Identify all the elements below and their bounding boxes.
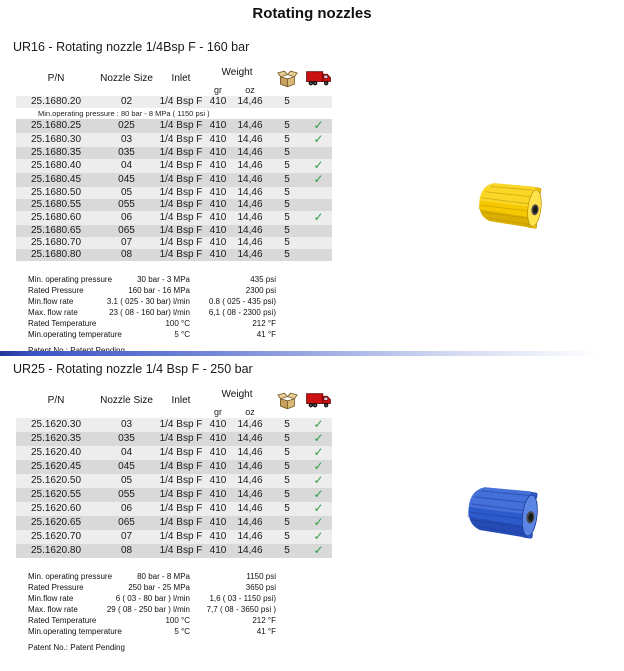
inlet-cell: 1/4 Bsp F (157, 474, 205, 488)
weight-oz-cell: 14,46 (231, 544, 269, 558)
pack-qty-cell: 5 (269, 211, 305, 225)
weight-oz-cell: 14,46 (231, 133, 269, 147)
pack-qty-cell: 5 (269, 460, 305, 474)
col-header-gr: gr (213, 406, 222, 417)
weight-oz-cell: 14,46 (231, 474, 269, 488)
pn-cell: 25.1680.25 (16, 119, 96, 133)
availability-check-cell (305, 474, 332, 488)
pack-qty-cell: 5 (269, 147, 305, 159)
nozzle-size-cell: 03 (96, 418, 157, 432)
weight-gr-cell: 410 (205, 199, 231, 211)
spec-value-metric: 6 ( 03 - 80 bar ) l/min (115, 594, 190, 603)
weight-oz-cell: 14,46 (231, 237, 269, 249)
nozzle-size-cell: 045 (96, 460, 157, 474)
inlet-cell: 1/4 Bsp F (157, 460, 205, 474)
check-icon: ✓ (313, 487, 324, 501)
availability-check-cell (305, 133, 332, 147)
weight-gr-cell: 410 (205, 446, 231, 460)
pn-cell: 25.1620.35 (16, 432, 96, 446)
nozzle-size-cell: 07 (96, 237, 157, 249)
inlet-cell: 1/4 Bsp F (157, 96, 205, 108)
nozzle-size-cell: 02 (96, 96, 157, 108)
spec-value-metric: 23 ( 08 - 160 bar) l/min (109, 308, 190, 317)
pn-cell: 25.1620.45 (16, 460, 96, 474)
weight-gr-cell: 410 (205, 225, 231, 237)
col-header-inlet: Inlet (171, 73, 191, 84)
check-icon: ✓ (313, 445, 324, 459)
pn-cell: 25.1620.40 (16, 446, 96, 460)
part-row (16, 225, 332, 237)
weight-oz-cell: 14,46 (231, 446, 269, 460)
pn-cell: 25.1620.80 (16, 544, 96, 558)
part-row (16, 187, 332, 199)
weight-oz-cell: 14,46 (231, 211, 269, 225)
col-header-oz: oz (245, 406, 255, 417)
part-row (16, 474, 332, 488)
inlet-cell: 1/4 Bsp F (157, 237, 205, 249)
pack-qty-cell: 5 (269, 237, 305, 249)
spec-label: Rated Pressure (28, 583, 84, 592)
inlet-cell: 1/4 Bsp F (157, 488, 205, 502)
part-row (16, 544, 332, 558)
inlet-cell: 1/4 Bsp F (157, 173, 205, 187)
spec-row (28, 626, 288, 637)
inlet-cell: 1/4 Bsp F (157, 159, 205, 173)
pack-qty-cell: 5 (269, 544, 305, 558)
part-row (16, 516, 332, 530)
spec-label: Min. operating pressure (28, 572, 113, 581)
spec-row (28, 307, 288, 318)
inlet-cell: 1/4 Bsp F (157, 418, 205, 432)
pack-qty-cell: 5 (269, 159, 305, 173)
spec-value-metric: 30 bar - 3 MPa (137, 275, 190, 284)
inlet-cell: 1/4 Bsp F (157, 446, 205, 460)
part-row (16, 159, 332, 173)
spec-value-imperial: 212 °F (252, 616, 276, 625)
product-section-ur16 (0, 38, 624, 355)
weight-gr-cell: 410 (205, 119, 231, 133)
spec-label: Min. operating pressure (28, 275, 113, 284)
col-header-gr: gr (213, 84, 222, 95)
col-header-pn: P/N (47, 395, 65, 406)
section-title: UR25 - Rotating nozzle 1/4 Bsp F - 250 bar (13, 362, 253, 376)
availability-check-cell (305, 249, 332, 261)
availability-check-cell (305, 119, 332, 133)
inlet-cell: 1/4 Bsp F (157, 187, 205, 199)
weight-oz-cell: 14,46 (231, 516, 269, 530)
pack-qty-cell: 5 (269, 187, 305, 199)
spec-value-metric: 5 °C (174, 627, 190, 636)
col-header-weight: Weight (221, 66, 253, 78)
package-box-icon (269, 61, 305, 96)
inlet-cell: 1/4 Bsp F (157, 119, 205, 133)
weight-oz-cell: 14,46 (231, 530, 269, 544)
spec-label: Min.flow rate (28, 297, 74, 306)
weight-gr-cell: 410 (205, 460, 231, 474)
col-header-pn: P/N (47, 73, 65, 84)
inlet-cell: 1/4 Bsp F (157, 544, 205, 558)
spec-value-metric: 3.1 ( 025 - 30 bar) l/min (106, 297, 190, 306)
section-title: UR16 - Rotating nozzle 1/4Bsp F - 160 bar (13, 40, 250, 54)
pn-cell: 25.1680.30 (16, 133, 96, 147)
part-row (16, 432, 332, 446)
weight-oz-cell: 14,46 (231, 460, 269, 474)
pack-qty-cell: 5 (269, 133, 305, 147)
check-icon: ✓ (313, 417, 324, 431)
pack-qty-cell: 5 (269, 225, 305, 237)
pn-cell: 25.1680.70 (16, 237, 96, 249)
part-row (16, 147, 332, 159)
spec-value-imperial: 212 °F (252, 319, 276, 328)
parts-table (16, 383, 332, 558)
nozzle-size-cell: 08 (96, 544, 157, 558)
availability-check-cell (305, 544, 332, 558)
spec-row (28, 296, 288, 307)
spec-label: Min.operating temperature (28, 330, 122, 339)
nozzle-size-cell: 06 (96, 211, 157, 225)
part-row (16, 418, 332, 432)
nozzle-size-cell: 065 (96, 225, 157, 237)
pack-qty-cell: 5 (269, 96, 305, 108)
pn-cell: 25.1680.50 (16, 187, 96, 199)
part-row (16, 173, 332, 187)
spec-row (28, 582, 288, 593)
part-row (16, 211, 332, 225)
availability-check-cell (305, 96, 332, 108)
spec-row (28, 571, 288, 582)
part-row (16, 119, 332, 133)
page-title: Rotating nozzles (252, 5, 372, 22)
parts-table (16, 61, 332, 261)
section-divider (0, 351, 624, 356)
weight-gr-cell: 410 (205, 249, 231, 261)
pack-qty-cell: 5 (269, 432, 305, 446)
parts-table-body (16, 418, 332, 558)
pn-cell: 25.1680.60 (16, 211, 96, 225)
pn-cell: 25.1680.55 (16, 199, 96, 211)
spec-label: Rated Temperature (28, 616, 97, 625)
pn-cell: 25.1620.70 (16, 530, 96, 544)
spec-value-imperial: 41 °F (256, 330, 276, 339)
weight-gr-cell: 410 (205, 237, 231, 249)
weight-gr-cell: 410 (205, 544, 231, 558)
availability-check-cell (305, 516, 332, 530)
pn-cell: 25.1620.60 (16, 502, 96, 516)
nozzle-size-cell: 05 (96, 474, 157, 488)
part-row (16, 460, 332, 474)
product-photo-blue-rotating-nozzle (466, 486, 546, 539)
weight-oz-cell: 14,46 (231, 225, 269, 237)
patent-note: Patent No.: Patent Pending (28, 643, 125, 652)
inlet-cell: 1/4 Bsp F (157, 502, 205, 516)
check-icon: ✓ (313, 473, 324, 487)
spec-value-metric: 250 bar - 25 MPa (128, 583, 190, 592)
spec-value-imperial: 41 °F (256, 627, 276, 636)
product-section-ur25 (0, 358, 624, 652)
weight-gr-cell: 410 (205, 488, 231, 502)
nozzle-size-cell: 035 (96, 147, 157, 159)
availability-check-cell (305, 225, 332, 237)
weight-gr-cell: 410 (205, 147, 231, 159)
spec-value-metric: 160 bar - 16 MPa (128, 286, 190, 295)
part-row (16, 199, 332, 211)
inlet-cell: 1/4 Bsp F (157, 147, 205, 159)
inlet-cell: 1/4 Bsp F (157, 211, 205, 225)
weight-oz-cell: 14,46 (231, 199, 269, 211)
nozzle-size-cell: 05 (96, 187, 157, 199)
spec-row (28, 593, 288, 604)
spec-list (28, 274, 624, 340)
weight-oz-cell: 14,46 (231, 418, 269, 432)
spec-label: Min.flow rate (28, 594, 74, 603)
spec-value-imperial: 3650 psi (245, 583, 276, 592)
parts-table-body (16, 96, 332, 261)
part-row (16, 488, 332, 502)
spec-value-metric: 80 bar - 8 MPa (137, 572, 190, 581)
weight-gr-cell: 410 (205, 418, 231, 432)
nozzle-size-cell: 03 (96, 133, 157, 147)
weight-gr-cell: 410 (205, 187, 231, 199)
pn-cell: 25.1680.45 (16, 173, 96, 187)
weight-gr-cell: 410 (205, 516, 231, 530)
nozzle-size-cell: 035 (96, 432, 157, 446)
part-row (16, 96, 332, 108)
nozzle-size-cell: 08 (96, 249, 157, 261)
note-text: Min.operating pressure : 80 bar - 8 MPa ( 1150 psi ) (16, 108, 332, 119)
spec-value-imperial: 6,1 ( 08 - 2300 psi) (208, 308, 276, 317)
pn-cell: 25.1680.80 (16, 249, 96, 261)
weight-oz-cell: 14,46 (231, 432, 269, 446)
spec-row (28, 274, 288, 285)
col-header-nozzle-size: Nozzle Size (100, 73, 153, 84)
inlet-cell: 1/4 Bsp F (157, 133, 205, 147)
product-photo-yellow-rotating-nozzle (477, 182, 549, 229)
pack-qty-cell: 5 (269, 530, 305, 544)
col-header-nozzle-size: Nozzle Size (100, 395, 153, 406)
delivery-truck-icon (305, 383, 332, 418)
pack-qty-cell: 5 (269, 488, 305, 502)
availability-check-cell (305, 159, 332, 173)
delivery-truck-icon (305, 61, 332, 96)
spec-value-metric: 5 °C (174, 330, 190, 339)
pack-qty-cell: 5 (269, 173, 305, 187)
spec-row (28, 615, 288, 626)
availability-check-cell (305, 237, 332, 249)
col-header-oz: oz (245, 84, 255, 95)
spec-value-imperial: 435 psi (250, 275, 276, 284)
spec-label: Rated Pressure (28, 286, 84, 295)
inlet-cell: 1/4 Bsp F (157, 249, 205, 261)
check-icon: ✓ (313, 132, 324, 146)
weight-gr-cell: 410 (205, 159, 231, 173)
availability-check-cell (305, 488, 332, 502)
weight-oz-cell: 14,46 (231, 488, 269, 502)
pack-qty-cell: 5 (269, 249, 305, 261)
weight-gr-cell: 410 (205, 133, 231, 147)
spec-row (28, 604, 288, 615)
availability-check-cell (305, 502, 332, 516)
spec-value-imperial: 2300 psi (245, 286, 276, 295)
weight-oz-cell: 14,46 (231, 173, 269, 187)
spec-label: Min.operating temperature (28, 627, 122, 636)
table-note-row (16, 108, 332, 119)
part-row (16, 502, 332, 516)
pn-cell: 25.1620.30 (16, 418, 96, 432)
pack-qty-cell: 5 (269, 502, 305, 516)
spec-value-imperial: 1,6 ( 03 - 1150 psi) (209, 594, 276, 603)
weight-gr-cell: 410 (205, 474, 231, 488)
nozzle-size-cell: 045 (96, 173, 157, 187)
availability-check-cell (305, 418, 332, 432)
spec-value-metric: 100 °C (165, 319, 190, 328)
spec-value-imperial: 7,7 ( 08 - 3650 psi ) (206, 605, 276, 614)
pn-cell: 25.1680.65 (16, 225, 96, 237)
pack-qty-cell: 5 (269, 199, 305, 211)
spec-label: Max. flow rate (28, 605, 78, 614)
weight-gr-cell: 410 (205, 96, 231, 108)
weight-oz-cell: 14,46 (231, 249, 269, 261)
availability-check-cell (305, 446, 332, 460)
availability-check-cell (305, 460, 332, 474)
weight-oz-cell: 14,46 (231, 502, 269, 516)
spec-value-imperial: 0.8 ( 025 - 435 psi) (208, 297, 276, 306)
pn-cell: 25.1680.40 (16, 159, 96, 173)
pack-qty-cell: 5 (269, 516, 305, 530)
spec-value-metric: 100 °C (165, 616, 190, 625)
check-icon: ✓ (313, 529, 324, 543)
spec-value-metric: 29 ( 08 - 250 bar ) l/min (106, 605, 190, 614)
weight-gr-cell: 410 (205, 502, 231, 516)
spec-row (28, 318, 288, 329)
weight-oz-cell: 14,46 (231, 96, 269, 108)
inlet-cell: 1/4 Bsp F (157, 516, 205, 530)
nozzle-size-cell: 025 (96, 119, 157, 133)
part-row (16, 530, 332, 544)
nozzle-size-cell: 055 (96, 488, 157, 502)
part-row (16, 446, 332, 460)
spec-value-imperial: 1150 psi (246, 572, 276, 581)
availability-check-cell (305, 173, 332, 187)
check-icon: ✓ (313, 515, 324, 529)
pn-cell: 25.1680.20 (16, 96, 96, 108)
spec-list (28, 571, 624, 637)
inlet-cell: 1/4 Bsp F (157, 432, 205, 446)
spec-label: Max. flow rate (28, 308, 78, 317)
spec-row (28, 285, 288, 296)
pack-qty-cell: 5 (269, 446, 305, 460)
availability-check-cell (305, 211, 332, 225)
availability-check-cell (305, 187, 332, 199)
check-icon: ✓ (313, 543, 324, 557)
weight-oz-cell: 14,46 (231, 187, 269, 199)
nozzle-size-cell: 06 (96, 502, 157, 516)
part-row (16, 133, 332, 147)
part-row (16, 237, 332, 249)
weight-oz-cell: 14,46 (231, 119, 269, 133)
inlet-cell: 1/4 Bsp F (157, 225, 205, 237)
check-icon: ✓ (313, 172, 324, 186)
nozzle-size-cell: 07 (96, 530, 157, 544)
weight-gr-cell: 410 (205, 211, 231, 225)
check-icon: ✓ (313, 501, 324, 515)
pn-cell: 25.1680.35 (16, 147, 96, 159)
nozzle-size-cell: 065 (96, 516, 157, 530)
col-header-inlet: Inlet (171, 395, 191, 406)
pack-qty-cell: 5 (269, 474, 305, 488)
weight-gr-cell: 410 (205, 530, 231, 544)
package-box-icon (269, 383, 305, 418)
availability-check-cell (305, 530, 332, 544)
check-icon: ✓ (313, 459, 324, 473)
pack-qty-cell: 5 (269, 119, 305, 133)
pn-cell: 25.1620.55 (16, 488, 96, 502)
inlet-cell: 1/4 Bsp F (157, 530, 205, 544)
spec-row (28, 329, 288, 340)
pack-qty-cell: 5 (269, 418, 305, 432)
availability-check-cell (305, 432, 332, 446)
pn-cell: 25.1620.65 (16, 516, 96, 530)
nozzle-size-cell: 04 (96, 446, 157, 460)
weight-gr-cell: 410 (205, 432, 231, 446)
col-header-weight: Weight (221, 388, 253, 400)
weight-oz-cell: 14,46 (231, 159, 269, 173)
nozzle-size-cell: 055 (96, 199, 157, 211)
check-icon: ✓ (313, 118, 324, 132)
inlet-cell: 1/4 Bsp F (157, 199, 205, 211)
check-icon: ✓ (313, 431, 324, 445)
nozzle-size-cell: 04 (96, 159, 157, 173)
check-icon: ✓ (313, 210, 324, 224)
weight-gr-cell: 410 (205, 173, 231, 187)
check-icon: ✓ (313, 158, 324, 172)
weight-oz-cell: 14,46 (231, 147, 269, 159)
part-row (16, 249, 332, 261)
pn-cell: 25.1620.50 (16, 474, 96, 488)
spec-label: Rated Temperature (28, 319, 97, 328)
